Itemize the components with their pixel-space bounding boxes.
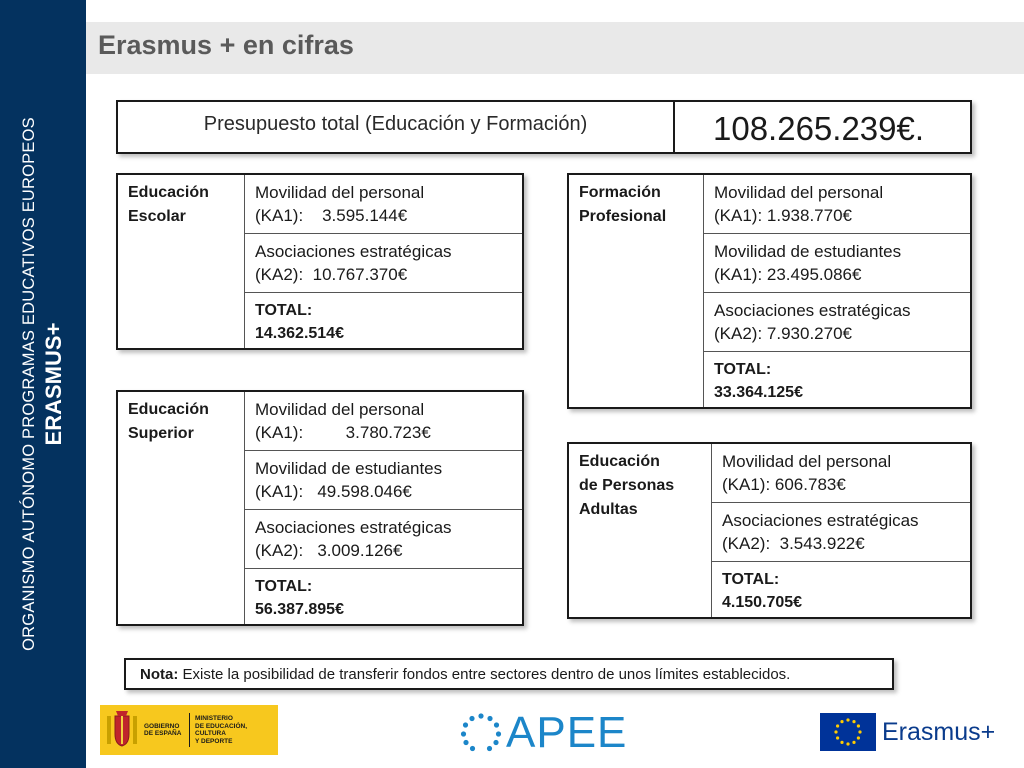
table-row bbox=[704, 234, 970, 293]
sector-table-superior bbox=[116, 390, 524, 626]
sector-rows bbox=[245, 392, 522, 624]
row-amount: (KA1): 1.938.770€ bbox=[714, 206, 852, 225]
side-band-text bbox=[19, 0, 67, 768]
side-band bbox=[0, 0, 86, 768]
total-budget-label: Presupuesto total (Educación y Formación) bbox=[118, 102, 675, 152]
row-action: Asociaciones estratégicas bbox=[722, 511, 919, 530]
row-action: Movilidad del personal bbox=[714, 183, 884, 202]
apee-wordmark: APEE bbox=[506, 708, 628, 757]
row-action: Asociaciones estratégicas bbox=[255, 242, 452, 261]
total-label: TOTAL: bbox=[722, 571, 780, 588]
total-label: TOTAL: bbox=[714, 361, 772, 378]
sector-name bbox=[118, 392, 245, 624]
total-label: TOTAL: bbox=[255, 302, 313, 319]
table-row bbox=[245, 510, 522, 569]
total-budget-box bbox=[116, 100, 972, 154]
total-value: 4.150.705€ bbox=[722, 594, 803, 611]
sector-name-line: Educación bbox=[128, 401, 209, 418]
apee-logo bbox=[460, 708, 640, 758]
sector-table-formacion-profesional bbox=[567, 173, 972, 409]
table-row bbox=[712, 503, 970, 562]
row-action: Asociaciones estratégicas bbox=[714, 301, 911, 320]
sector-table-personas-adultas bbox=[567, 442, 972, 619]
sector-name-line: Escolar bbox=[128, 208, 186, 225]
sector-name-line: Profesional bbox=[579, 208, 667, 225]
title-bar bbox=[86, 22, 1024, 74]
sector-name-line: Educación bbox=[128, 184, 209, 201]
government-name bbox=[144, 723, 184, 738]
sector-name bbox=[118, 175, 245, 348]
row-amount: (KA1): 606.783€ bbox=[722, 475, 846, 494]
government-logo bbox=[100, 705, 278, 755]
gov-line: GOBIERNO bbox=[144, 722, 180, 730]
row-amount: (KA2): 3.009.126€ bbox=[255, 541, 403, 560]
sector-name bbox=[569, 175, 704, 407]
sector-name-line: Adultas bbox=[579, 501, 638, 518]
row-action: Movilidad del personal bbox=[722, 452, 892, 471]
table-row bbox=[712, 444, 970, 503]
table-row bbox=[704, 175, 970, 234]
stars-circle-icon bbox=[460, 712, 502, 754]
row-action: Asociaciones estratégicas bbox=[255, 518, 452, 537]
sector-name bbox=[569, 444, 712, 617]
sector-rows bbox=[704, 175, 970, 407]
total-row bbox=[712, 562, 970, 620]
coat-of-arms-icon bbox=[106, 710, 138, 750]
page-title: Erasmus + en cifras bbox=[98, 30, 354, 60]
program-name: ERASMUS+ bbox=[41, 322, 66, 446]
note-text: Existe la posibilidad de transferir fondos entre sectores dentro de unos límites establecidos. bbox=[178, 666, 791, 683]
sector-table-escolar bbox=[116, 173, 524, 350]
note-label: Nota: bbox=[140, 666, 179, 683]
row-amount: (KA1): 3.595.144€ bbox=[255, 206, 408, 225]
table-row bbox=[704, 293, 970, 352]
gov-line: DE ESPAÑA bbox=[144, 730, 182, 737]
total-value: 56.387.895€ bbox=[255, 601, 344, 618]
erasmus-plus-logo bbox=[820, 712, 1010, 752]
sector-name-line: Formación bbox=[579, 184, 661, 201]
row-amount: (KA2): 7.930.270€ bbox=[714, 324, 852, 343]
ministry-name bbox=[195, 715, 267, 745]
row-action: Movilidad del personal bbox=[255, 400, 425, 419]
note-box bbox=[124, 658, 894, 690]
sector-name-line: de Personas bbox=[579, 477, 675, 494]
total-value: 14.362.514€ bbox=[255, 325, 344, 342]
organization-name: ORGANISMO AUTÓNOMO PROGRAMAS EDUCATIVOS EUROPEOS bbox=[20, 117, 38, 651]
sector-rows bbox=[245, 175, 522, 348]
table-row bbox=[245, 451, 522, 510]
total-row bbox=[245, 569, 522, 627]
row-amount: (KA1): 3.780.723€ bbox=[255, 423, 431, 442]
ministry-line: Y DEPORTE bbox=[195, 737, 233, 745]
row-action: Movilidad del personal bbox=[255, 183, 425, 202]
row-amount: (KA2): 10.767.370€ bbox=[255, 265, 408, 284]
total-row bbox=[704, 352, 970, 410]
total-label: TOTAL: bbox=[255, 578, 313, 595]
table-row bbox=[245, 234, 522, 293]
erasmus-plus-wordmark: Erasmus+ bbox=[882, 717, 996, 746]
eu-flag-icon bbox=[820, 713, 876, 751]
row-amount: (KA2): 3.543.922€ bbox=[722, 534, 865, 553]
total-budget-value: 108.265.239€. bbox=[713, 110, 925, 147]
total-value: 33.364.125€ bbox=[714, 384, 803, 401]
row-action: Movilidad de estudiantes bbox=[255, 459, 443, 478]
row-action: Movilidad de estudiantes bbox=[714, 242, 902, 261]
row-amount: (KA1): 23.495.086€ bbox=[714, 265, 862, 284]
sector-name-line: Superior bbox=[128, 425, 194, 442]
sector-rows bbox=[712, 444, 970, 617]
total-row bbox=[245, 293, 522, 351]
ministry-line: MINISTERIO bbox=[195, 715, 233, 722]
row-amount: (KA1): 49.598.046€ bbox=[255, 482, 412, 501]
table-row bbox=[245, 175, 522, 234]
ministry-line: DE EDUCACIÓN, CULTURA bbox=[195, 722, 248, 737]
table-row bbox=[245, 392, 522, 451]
sector-name-line: Educación bbox=[579, 453, 660, 470]
logo-divider bbox=[189, 713, 190, 747]
